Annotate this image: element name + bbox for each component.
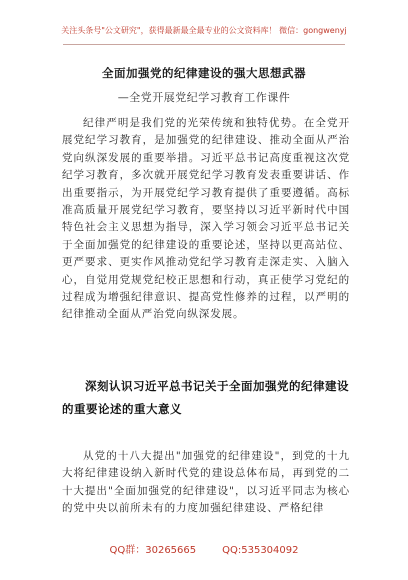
footer-contact bbox=[0, 541, 408, 556]
document-subtitle: —全党开展党纪学习教育工作课件 bbox=[117, 91, 291, 104]
footer-qq-group: QQ群：30265665 bbox=[109, 545, 197, 556]
body-paragraph-2: 从党的十八大提出"加强党的纪律建设"，到党的十九大将纪律建设纳入新时代党的建设总体布局，再到党的二十大提出"全面加强党的纪律建设"，以习近平同志为核心的党中央以前所未有的力度加强纪律建设、严格纪律 bbox=[62, 450, 350, 515]
header-divider bbox=[63, 44, 345, 45]
footer-qq: QQ:535304092 bbox=[222, 545, 299, 556]
body-paragraph-1: 纪律严明是我们党的光荣传统和独特优势。在全党开展党纪学习教育，是加强党的纪律建设、推动全面从严治党向纵深发展的重要举措。习近平总书记高度重视这次党纪学习教育，多次就开展党纪学习教育发表重要讲话、作出重要指示，为开展党纪学习教育提供了重要遵循。高标准高质量开展党纪学习教育，要坚持以习近平新时代中国特色社会主义思想为指导，深入学习领会习近平总书记关于全面加强党的纪律建设的重要论述，坚持以更高站位、更严要求、更实作风推动党纪学习教育走深走实、入脑入心，自觉用党规党纪校正思想和行动，真正使学习党纪的过程成为增强纪律意识、提高党性修养的过程，以严明的纪律推动全面从严治党向纵深发展。 bbox=[62, 117, 350, 321]
header-note: 关注头条号"公文研究"，获得最新最全最专业的公文资料库！ 微信：gongwenyj bbox=[61, 26, 347, 35]
document-title: 全面加强党的纪律建设的强大思想武器 bbox=[102, 66, 306, 80]
section-heading: 深刻认识习近平总书记关于全面加强党的纪律建设的重要论述的重大意义 bbox=[62, 379, 349, 416]
